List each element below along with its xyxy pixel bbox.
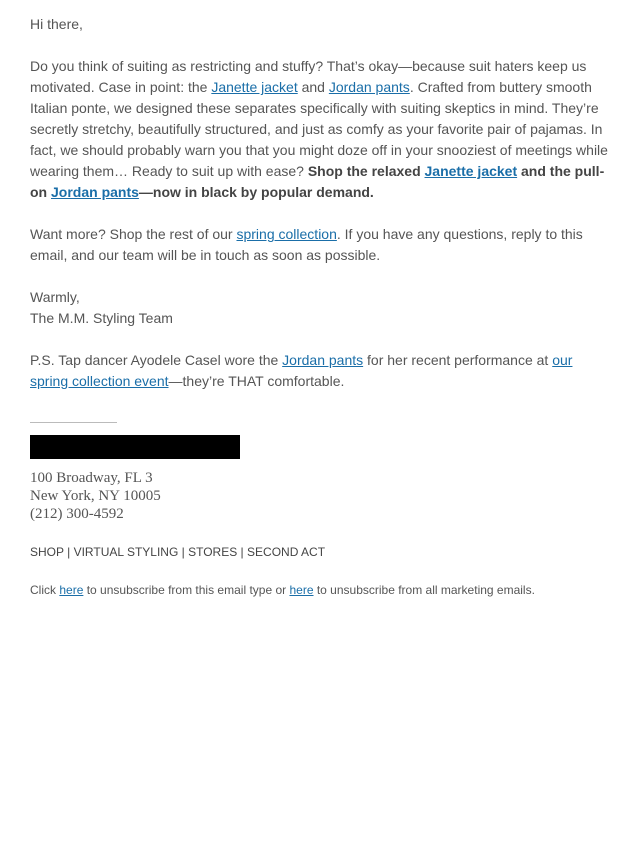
spacer (30, 266, 610, 287)
email-body (30, 14, 610, 392)
footer-second-act-link[interactable]: SECOND ACT (247, 545, 326, 559)
spacer (30, 203, 610, 224)
jordan-pants-link[interactable]: Jordan pants (328, 79, 410, 95)
signoff-line-1: Warmly, (30, 289, 80, 305)
para1-text-1: Do you think of suiting as restricting and stuffy? That’s okay—because suit haters keep us motivated. Case in point: the (30, 58, 587, 95)
para1-bold-2: and the pull-on (30, 163, 605, 200)
signoff-line-2: The M.M. Styling Team (30, 310, 173, 326)
address-line-2: New York, NY 10005 (30, 488, 161, 504)
more-paragraph (30, 224, 610, 266)
janette-jacket-link[interactable]: Janette jacket (211, 79, 298, 95)
divider (30, 422, 117, 423)
company-address (30, 469, 161, 523)
para1-text-2: and (297, 79, 329, 95)
spacer (30, 35, 610, 56)
footer-nav (30, 544, 325, 560)
ps-text-2: for her recent performance at (363, 352, 553, 368)
greeting: Hi there, (30, 16, 83, 32)
redacted-logo-bar (30, 435, 240, 459)
spacer (30, 329, 610, 350)
para1-text-3: . Crafted from buttery smooth Italian ponte, we designed these separates specifically with suiting skeptics in mind. They’re secretly stretchy, beautifully structured, and just as comfy as your favorite pair of pajamas. In fact, we should probably warn you that you might doze off in your snooziest of meetings while wearing them… Ready to suit up with ease? (30, 79, 608, 179)
unsub-text-3: to unsubscribe from all marketing emails. (313, 583, 535, 597)
footer-shop-link[interactable]: SHOP (30, 545, 64, 559)
ps-text-1: P.S. Tap dancer Ayodele Casel wore the (30, 352, 283, 368)
nav-separator: | (237, 545, 248, 559)
footer-stores-link[interactable]: STORES (188, 545, 238, 559)
unsubscribe-email-type-link[interactable]: here (59, 583, 84, 597)
para1-bold-1: Shop the relaxed (307, 163, 425, 179)
address-line-1: 100 Broadway, FL 3 (30, 470, 153, 486)
spring-collection-link[interactable]: spring collection (236, 226, 337, 242)
intro-paragraph (30, 56, 610, 203)
nav-separator: | (178, 545, 189, 559)
ps-text-3: —they’re THAT comfortable. (168, 373, 345, 389)
nav-separator: | (63, 545, 74, 559)
ps-jordan-pants-link[interactable]: Jordan pants (282, 352, 364, 368)
ps-paragraph (30, 350, 610, 392)
para2-text-1: Want more? Shop the rest of our (30, 226, 237, 242)
jordan-pants-bold-link[interactable]: Jordan pants (51, 184, 139, 200)
janette-jacket-bold-link[interactable]: Janette jacket (424, 163, 518, 179)
para2-text-2: . If you have any questions, reply to this email, and our team will be in touch as soon as possible. (30, 226, 583, 263)
unsub-text-1: Click (30, 583, 60, 597)
unsub-text-2: to unsubscribe from this email type or (83, 583, 290, 597)
address-phone: (212) 300-4592 (30, 506, 124, 522)
spring-collection-event-link[interactable]: our spring collection event (30, 352, 573, 389)
para1-bold-3: —now in black by popular demand. (138, 184, 374, 200)
unsubscribe-notice (30, 582, 535, 598)
unsubscribe-all-link[interactable]: here (289, 583, 314, 597)
footer-virtual-styling-link[interactable]: VIRTUAL STYLING (73, 545, 179, 559)
